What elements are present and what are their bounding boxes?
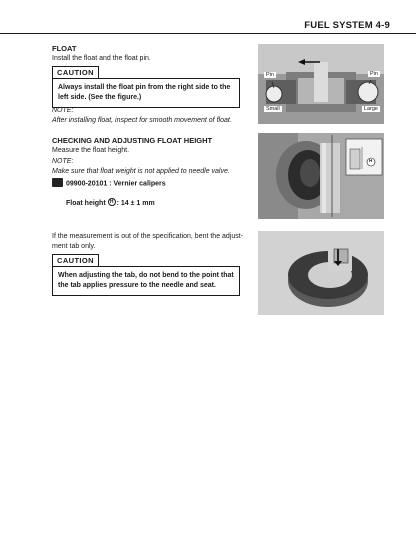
caution-1-line2: left side. (See the figure.)	[58, 94, 142, 102]
caution-2-line1: When adjusting the tab, do not bend to the point that	[58, 272, 234, 279]
height-body: Measure the float height.	[52, 147, 130, 154]
float-note-label: NOTE:	[52, 107, 74, 114]
float-height-value: : 14 ± 1 mm	[116, 200, 155, 207]
caution-1-line1: Always install the float pin from the right side to the	[58, 84, 231, 91]
special-tool-icon	[52, 178, 63, 187]
height-note-label: NOTE:	[52, 158, 74, 165]
float-note-text: After installing float, inspect for smooth movement of float.	[52, 117, 232, 124]
adjust-body-line2: ment tab only.	[52, 243, 96, 250]
height-note-text: Make sure that float weight is not applied to needle valve.	[52, 168, 230, 175]
label-h: H	[369, 158, 373, 163]
float-height-photo	[258, 133, 384, 219]
float-height-illustration	[258, 133, 384, 219]
height-heading: CHECKING AND ADJUSTING FLOAT HEIGHT	[52, 136, 213, 145]
caution-tag-2: CAUTION	[52, 254, 99, 267]
label-small: Small	[266, 106, 280, 112]
float-body: Install the float and the float pin.	[52, 55, 151, 62]
caution-2-line2: the tab applies pressure to the needle and seat.	[58, 282, 216, 290]
label-pin-right: Pin	[370, 71, 378, 77]
special-tool-text: 09900-20101 : Vernier calipers	[66, 180, 166, 188]
float-pin-photo	[258, 44, 384, 124]
float-height-label: Float height	[66, 200, 106, 207]
float-heading: FLOAT	[52, 44, 77, 53]
adjustment-tab-illustration	[258, 231, 384, 315]
caution-tag-1: CAUTION	[52, 66, 99, 79]
special-tool-line	[52, 179, 166, 189]
height-symbol-icon: H	[108, 198, 116, 206]
label-pin-left: Pin	[266, 72, 274, 78]
adjustment-tab-photo	[258, 231, 384, 315]
adjust-body-line1: If the measurement is out of the specification, bent the adjust-	[52, 233, 244, 240]
label-large: Large	[363, 106, 378, 112]
caution-box-2	[52, 266, 240, 296]
header-divider	[0, 33, 416, 34]
float-height-spec	[66, 199, 155, 208]
caution-box-1	[52, 78, 240, 108]
page-header-title: FUEL SYSTEM 4-9	[304, 20, 390, 31]
float-pin-illustration	[258, 44, 384, 124]
